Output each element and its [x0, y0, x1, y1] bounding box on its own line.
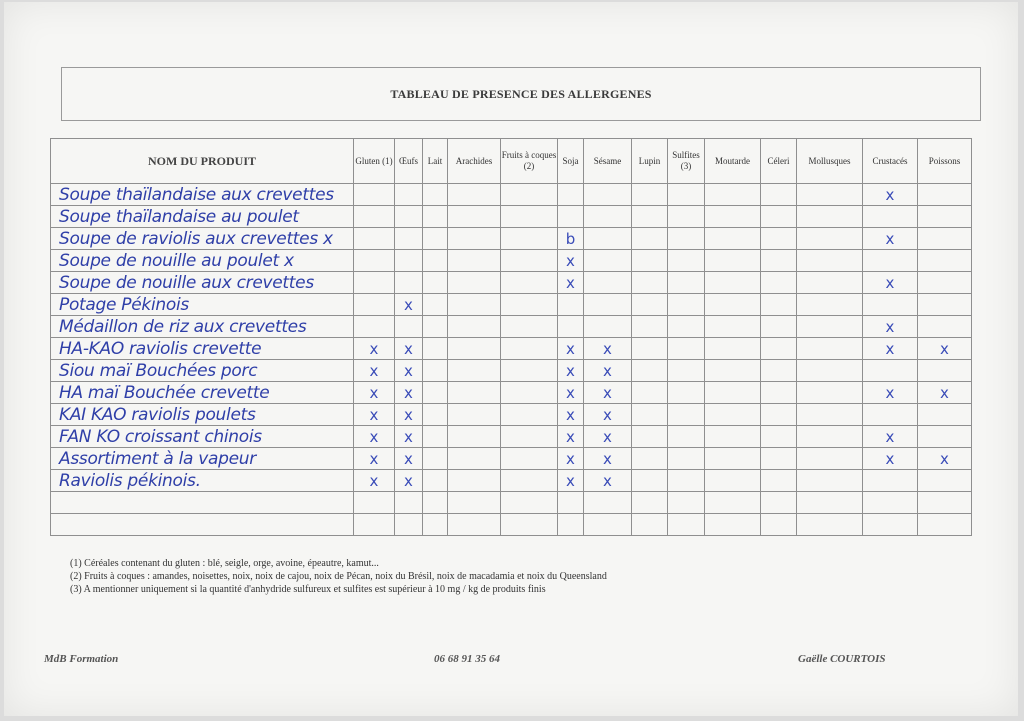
allergen-mark-cell	[354, 514, 395, 536]
allergen-mark-cell	[863, 250, 918, 272]
allergen-mark-cell	[761, 360, 797, 382]
allergen-mark-cell	[501, 316, 558, 338]
allergen-mark-cell	[863, 492, 918, 514]
allergen-mark-cell	[863, 404, 918, 426]
allergen-mark-cell: x	[918, 338, 972, 360]
allergen-mark-cell	[423, 338, 448, 360]
allergen-mark-cell	[584, 250, 632, 272]
allergen-mark-cell	[632, 338, 668, 360]
allergen-mark-cell	[558, 206, 584, 228]
table-row	[51, 404, 972, 426]
allergen-mark-cell	[354, 206, 395, 228]
product-name-cell: HA maï Bouchée crevette	[51, 382, 354, 404]
allergen-mark-cell	[918, 492, 972, 514]
allergen-mark-cell	[668, 470, 705, 492]
allergen-mark-cell	[584, 184, 632, 206]
allergen-mark-cell	[448, 184, 501, 206]
allergen-mark-cell	[668, 184, 705, 206]
allergen-mark-cell	[395, 184, 423, 206]
allergen-mark-cell	[863, 294, 918, 316]
allergen-mark-cell: x	[584, 448, 632, 470]
product-name-cell: HA-KAO raviolis crevette	[51, 338, 354, 360]
allergen-mark-cell	[423, 382, 448, 404]
column-header-1: Œufs	[395, 139, 423, 184]
allergen-mark-cell	[448, 250, 501, 272]
allergen-mark-cell	[448, 272, 501, 294]
allergen-mark-cell: x	[584, 404, 632, 426]
product-name-cell: Assortiment à la vapeur	[51, 448, 354, 470]
allergen-mark-cell	[584, 514, 632, 536]
allergen-mark-cell	[668, 382, 705, 404]
allergen-mark-cell	[918, 514, 972, 536]
table-row	[51, 294, 972, 316]
allergen-mark-cell	[863, 514, 918, 536]
allergen-mark-cell	[501, 404, 558, 426]
allergen-mark-cell	[501, 426, 558, 448]
allergen-mark-cell	[632, 272, 668, 294]
allergen-mark-cell	[354, 492, 395, 514]
document-title: TABLEAU DE PRESENCE DES ALLERGENES	[61, 67, 981, 121]
allergen-mark-cell	[448, 228, 501, 250]
allergen-mark-cell	[423, 228, 448, 250]
allergen-mark-cell	[705, 404, 761, 426]
header-row	[51, 139, 972, 184]
allergen-mark-cell	[797, 426, 863, 448]
allergen-mark-cell	[761, 184, 797, 206]
column-header-10: Céleri	[761, 139, 797, 184]
allergen-mark-cell	[423, 360, 448, 382]
allergen-mark-cell	[797, 184, 863, 206]
allergen-mark-cell: x	[584, 426, 632, 448]
allergen-mark-cell	[797, 448, 863, 470]
allergen-mark-cell	[632, 250, 668, 272]
allergen-mark-cell	[354, 316, 395, 338]
allergen-mark-cell	[395, 272, 423, 294]
footer-phone: 06 68 91 35 64	[434, 653, 500, 665]
allergen-mark-cell	[632, 426, 668, 448]
column-header-8: Sulfites (3)	[668, 139, 705, 184]
allergen-mark-cell	[863, 206, 918, 228]
allergen-mark-cell	[423, 294, 448, 316]
product-name-cell: KAI KAO raviolis poulets	[51, 404, 354, 426]
allergen-mark-cell	[448, 316, 501, 338]
footer-author: Gaëlle COURTOIS	[798, 653, 886, 665]
allergen-mark-cell	[761, 448, 797, 470]
document-sheet	[4, 2, 1018, 716]
allergen-mark-cell: x	[863, 184, 918, 206]
allergen-mark-cell	[448, 426, 501, 448]
allergen-mark-cell	[761, 294, 797, 316]
allergen-mark-cell	[797, 294, 863, 316]
product-name-cell: Soupe de nouille au poulet x	[51, 250, 354, 272]
allergen-mark-cell	[501, 338, 558, 360]
allergen-mark-cell	[501, 250, 558, 272]
allergen-mark-cell	[918, 294, 972, 316]
allergen-mark-cell	[668, 514, 705, 536]
allergen-mark-cell: x	[558, 360, 584, 382]
allergen-mark-cell: b	[558, 228, 584, 250]
allergen-mark-cell	[395, 250, 423, 272]
allergen-mark-cell	[761, 272, 797, 294]
allergen-mark-cell	[797, 404, 863, 426]
allergen-mark-cell	[797, 382, 863, 404]
allergen-mark-cell	[448, 492, 501, 514]
allergen-mark-cell	[668, 492, 705, 514]
allergen-mark-cell: x	[354, 382, 395, 404]
allergen-mark-cell	[705, 272, 761, 294]
allergen-mark-cell	[761, 426, 797, 448]
product-name-cell: Soupe de raviolis aux crevettes x	[51, 228, 354, 250]
allergen-mark-cell: x	[863, 338, 918, 360]
allergen-mark-cell	[354, 184, 395, 206]
allergen-mark-cell	[584, 228, 632, 250]
allergen-mark-cell: x	[395, 448, 423, 470]
allergen-mark-cell	[668, 206, 705, 228]
allergen-mark-cell	[918, 206, 972, 228]
footnote-2: (2) Fruits à coques : amandes, noisettes, noix, noix de cajou, noix de Pécan, noix du Brésil, noix de macadamia et noix du Queensland	[70, 571, 607, 582]
footnotes	[70, 557, 607, 596]
allergen-mark-cell	[448, 338, 501, 360]
allergen-mark-cell	[501, 272, 558, 294]
allergen-mark-cell: x	[918, 448, 972, 470]
allergen-mark-cell	[705, 382, 761, 404]
allergen-mark-cell	[423, 470, 448, 492]
footnote-1: (1) Céréales contenant du gluten : blé, seigle, orge, avoine, épeautre, kamut...	[70, 558, 379, 569]
allergen-mark-cell: x	[558, 470, 584, 492]
product-name-cell: Siou maï Bouchées porc	[51, 360, 354, 382]
allergen-mark-cell	[761, 228, 797, 250]
allergen-table	[50, 138, 972, 536]
allergen-mark-cell	[705, 184, 761, 206]
allergen-mark-cell	[501, 360, 558, 382]
allergen-mark-cell	[705, 470, 761, 492]
allergen-mark-cell	[668, 426, 705, 448]
column-header-9: Moutarde	[705, 139, 761, 184]
column-header-11: Mollusques	[797, 139, 863, 184]
allergen-mark-cell	[705, 294, 761, 316]
allergen-mark-cell	[918, 316, 972, 338]
column-header-0: Gluten (1)	[354, 139, 395, 184]
table-row	[51, 228, 972, 250]
allergen-mark-cell	[705, 338, 761, 360]
allergen-mark-cell	[668, 272, 705, 294]
allergen-mark-cell	[797, 360, 863, 382]
allergen-mark-cell	[761, 470, 797, 492]
column-header-7: Lupin	[632, 139, 668, 184]
allergen-mark-cell	[501, 514, 558, 536]
product-name-cell: Soupe de nouille aux crevettes	[51, 272, 354, 294]
table-row	[51, 470, 972, 492]
allergen-mark-cell	[668, 360, 705, 382]
allergen-mark-cell	[918, 404, 972, 426]
allergen-mark-cell	[354, 250, 395, 272]
allergen-mark-cell	[448, 514, 501, 536]
allergen-mark-cell: x	[584, 360, 632, 382]
allergen-mark-cell	[632, 228, 668, 250]
allergen-mark-cell: x	[558, 404, 584, 426]
allergen-mark-cell	[354, 294, 395, 316]
allergen-mark-cell	[632, 360, 668, 382]
allergen-mark-cell	[918, 426, 972, 448]
allergen-mark-cell	[558, 316, 584, 338]
product-name-cell	[51, 492, 354, 514]
allergen-mark-cell	[632, 404, 668, 426]
allergen-mark-cell	[448, 206, 501, 228]
allergen-mark-cell: x	[863, 316, 918, 338]
allergen-mark-cell	[761, 316, 797, 338]
allergen-mark-cell	[632, 316, 668, 338]
allergen-mark-cell: x	[918, 382, 972, 404]
allergen-mark-cell	[354, 272, 395, 294]
allergen-mark-cell: x	[558, 382, 584, 404]
column-header-product: NOM DU PRODUIT	[51, 139, 354, 184]
table-row	[51, 514, 972, 536]
column-header-4: Fruits à coques (2)	[501, 139, 558, 184]
table-row	[51, 338, 972, 360]
allergen-mark-cell	[423, 272, 448, 294]
allergen-mark-cell: x	[395, 294, 423, 316]
allergen-mark-cell	[918, 272, 972, 294]
allergen-mark-cell	[797, 514, 863, 536]
allergen-mark-cell	[501, 294, 558, 316]
allergen-mark-cell: x	[584, 470, 632, 492]
product-name-cell	[51, 514, 354, 536]
allergen-mark-cell: x	[395, 382, 423, 404]
column-header-3: Arachides	[448, 139, 501, 184]
allergen-mark-cell	[423, 184, 448, 206]
table-row	[51, 272, 972, 294]
allergen-mark-cell	[632, 382, 668, 404]
allergen-mark-cell	[761, 206, 797, 228]
product-name-cell: Potage Pékinois	[51, 294, 354, 316]
allergen-mark-cell: x	[863, 228, 918, 250]
allergen-mark-cell: x	[863, 382, 918, 404]
allergen-mark-cell	[918, 184, 972, 206]
allergen-mark-cell	[501, 448, 558, 470]
allergen-mark-cell	[863, 470, 918, 492]
allergen-mark-cell	[918, 228, 972, 250]
allergen-mark-cell	[395, 492, 423, 514]
allergen-mark-cell	[761, 492, 797, 514]
allergen-mark-cell	[761, 382, 797, 404]
column-header-13: Poissons	[918, 139, 972, 184]
allergen-mark-cell	[668, 228, 705, 250]
allergen-mark-cell	[918, 250, 972, 272]
allergen-mark-cell	[705, 228, 761, 250]
allergen-mark-cell	[705, 206, 761, 228]
allergen-mark-cell: x	[584, 338, 632, 360]
allergen-mark-cell	[501, 184, 558, 206]
column-header-2: Lait	[423, 139, 448, 184]
product-name-cell: Raviolis pékinois.	[51, 470, 354, 492]
allergen-mark-cell: x	[395, 360, 423, 382]
allergen-mark-cell	[705, 514, 761, 536]
allergen-mark-cell	[448, 382, 501, 404]
allergen-mark-cell	[705, 250, 761, 272]
allergen-mark-cell	[558, 492, 584, 514]
allergen-mark-cell: x	[354, 470, 395, 492]
allergen-mark-cell: x	[354, 360, 395, 382]
table-row	[51, 316, 972, 338]
allergen-mark-cell: x	[354, 338, 395, 360]
allergen-mark-cell	[448, 470, 501, 492]
allergen-mark-cell	[705, 426, 761, 448]
allergen-mark-cell	[448, 360, 501, 382]
table-row	[51, 184, 972, 206]
allergen-mark-cell	[668, 448, 705, 470]
allergen-mark-cell	[501, 382, 558, 404]
allergen-mark-cell	[558, 514, 584, 536]
allergen-mark-cell	[423, 514, 448, 536]
allergen-mark-cell	[632, 206, 668, 228]
allergen-mark-cell	[501, 228, 558, 250]
product-name-cell: Soupe thaïlandaise au poulet	[51, 206, 354, 228]
allergen-mark-cell	[705, 316, 761, 338]
allergen-mark-cell	[395, 206, 423, 228]
allergen-mark-cell	[918, 470, 972, 492]
allergen-mark-cell	[632, 492, 668, 514]
allergen-mark-cell: x	[558, 448, 584, 470]
allergen-mark-cell	[423, 206, 448, 228]
allergen-mark-cell: x	[863, 448, 918, 470]
allergen-mark-cell	[797, 316, 863, 338]
allergen-mark-cell	[705, 360, 761, 382]
allergen-mark-cell	[395, 514, 423, 536]
allergen-mark-cell	[705, 492, 761, 514]
column-header-12: Crustacés	[863, 139, 918, 184]
product-name-cell: FAN KO croissant chinois	[51, 426, 354, 448]
allergen-mark-cell	[501, 470, 558, 492]
table-row	[51, 382, 972, 404]
allergen-mark-cell	[395, 316, 423, 338]
allergen-mark-cell	[797, 338, 863, 360]
footnote-3: (3) A mentionner uniquement si la quantité d'anhydride sulfureux et sulfites est supérieur à 10 mg / kg de produits finis	[70, 584, 546, 595]
allergen-mark-cell	[761, 338, 797, 360]
allergen-mark-cell: x	[558, 426, 584, 448]
allergen-mark-cell	[797, 492, 863, 514]
allergen-mark-cell: x	[354, 426, 395, 448]
table-row	[51, 360, 972, 382]
allergen-mark-cell: x	[863, 272, 918, 294]
product-name-cell: Médaillon de riz aux crevettes	[51, 316, 354, 338]
allergen-mark-cell	[632, 294, 668, 316]
allergen-mark-cell	[423, 426, 448, 448]
allergen-mark-cell	[797, 206, 863, 228]
allergen-mark-cell	[797, 228, 863, 250]
allergen-mark-cell	[761, 404, 797, 426]
allergen-mark-cell	[797, 272, 863, 294]
column-header-6: Sésame	[584, 139, 632, 184]
allergen-mark-cell	[632, 470, 668, 492]
allergen-mark-cell: x	[558, 250, 584, 272]
allergen-mark-cell: x	[395, 404, 423, 426]
allergen-mark-cell	[668, 316, 705, 338]
allergen-mark-cell: x	[558, 338, 584, 360]
allergen-mark-cell: x	[354, 448, 395, 470]
allergen-mark-cell	[423, 492, 448, 514]
allergen-mark-cell	[584, 206, 632, 228]
allergen-mark-cell	[632, 514, 668, 536]
allergen-mark-cell	[423, 404, 448, 426]
allergen-mark-cell: x	[395, 470, 423, 492]
allergen-mark-cell	[761, 514, 797, 536]
allergen-mark-cell	[423, 448, 448, 470]
allergen-mark-cell	[584, 294, 632, 316]
allergen-mark-cell	[395, 228, 423, 250]
allergen-mark-cell	[632, 448, 668, 470]
allergen-mark-cell	[558, 184, 584, 206]
allergen-mark-cell	[354, 228, 395, 250]
allergen-mark-cell: x	[354, 404, 395, 426]
allergen-mark-cell	[863, 360, 918, 382]
allergen-mark-cell	[668, 250, 705, 272]
allergen-mark-cell	[448, 294, 501, 316]
allergen-mark-cell: x	[584, 382, 632, 404]
allergen-mark-cell	[918, 360, 972, 382]
allergen-mark-cell	[501, 492, 558, 514]
allergen-mark-cell	[632, 184, 668, 206]
allergen-mark-cell: x	[558, 272, 584, 294]
allergen-mark-cell	[797, 470, 863, 492]
allergen-mark-cell: x	[395, 426, 423, 448]
allergen-mark-cell	[668, 338, 705, 360]
allergen-mark-cell	[668, 294, 705, 316]
allergen-mark-cell: x	[863, 426, 918, 448]
allergen-mark-cell	[668, 404, 705, 426]
allergen-mark-cell	[797, 250, 863, 272]
allergen-mark-cell	[705, 448, 761, 470]
allergen-mark-cell	[501, 206, 558, 228]
allergen-mark-cell	[423, 250, 448, 272]
allergen-mark-cell	[448, 448, 501, 470]
allergen-mark-cell	[423, 316, 448, 338]
table-row	[51, 492, 972, 514]
allergen-mark-cell	[584, 316, 632, 338]
allergen-mark-cell	[448, 404, 501, 426]
column-header-5: Soja	[558, 139, 584, 184]
product-name-cell: Soupe thaïlandaise aux crevettes	[51, 184, 354, 206]
allergen-mark-cell	[558, 294, 584, 316]
table-row	[51, 426, 972, 448]
table-row	[51, 448, 972, 470]
footer-org: MdB Formation	[44, 653, 119, 665]
allergen-mark-cell	[761, 250, 797, 272]
allergen-mark-cell	[584, 272, 632, 294]
table-row	[51, 250, 972, 272]
table-row	[51, 206, 972, 228]
allergen-mark-cell	[584, 492, 632, 514]
allergen-mark-cell: x	[395, 338, 423, 360]
